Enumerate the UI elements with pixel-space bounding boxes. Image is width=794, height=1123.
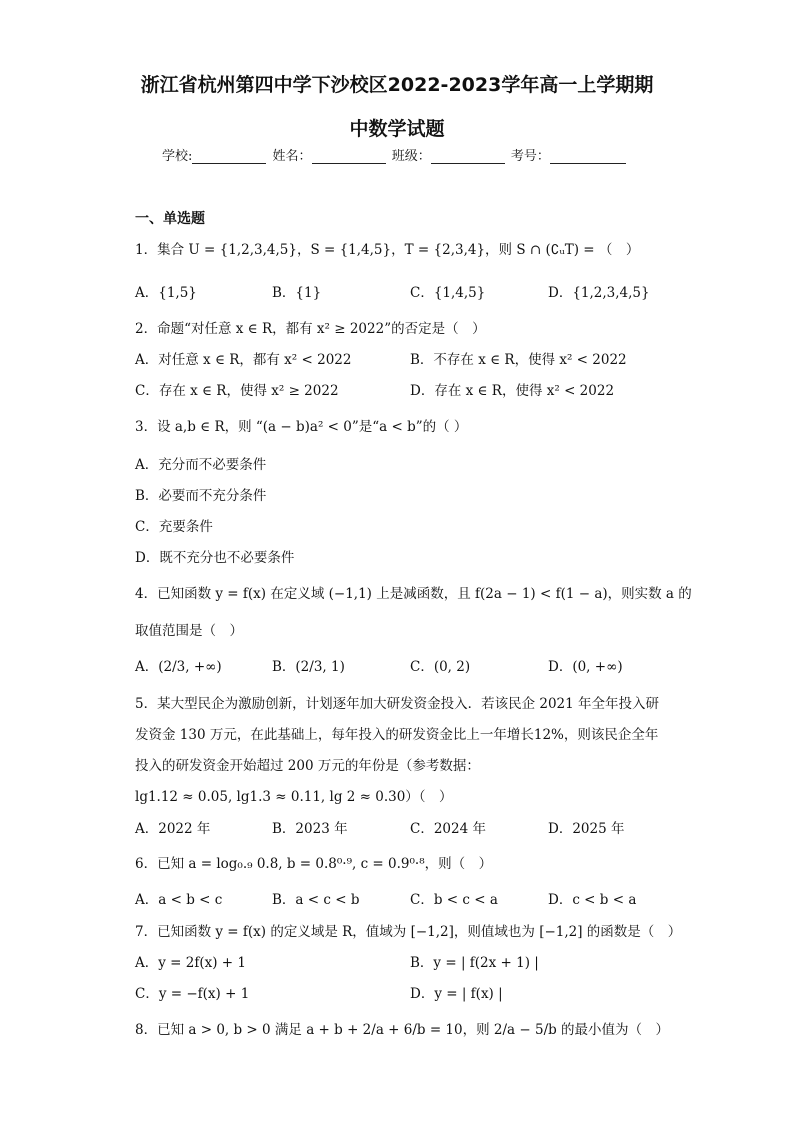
q3-option-a: A．充分而不必要条件 bbox=[135, 457, 267, 473]
q6-option-a: A．a < b < c bbox=[135, 892, 223, 908]
q3-option-b: B．必要而不充分条件 bbox=[135, 488, 267, 504]
q5-option-a: A．2022 年 bbox=[135, 821, 211, 837]
section-heading: 一、单选题 bbox=[135, 211, 205, 227]
q5-option-b: B．2023 年 bbox=[272, 821, 348, 837]
id-label: 考号： bbox=[510, 149, 550, 164]
q1-option-a: A．{1,5} bbox=[135, 285, 197, 301]
q8-stem: 8．已知 a > 0, b > 0 满足 a + b + 2/a + 6/b = 10，则 2/a − 5/b 的最小值为（ ） bbox=[135, 1022, 670, 1038]
q5-option-d: D．2025 年 bbox=[548, 821, 625, 837]
q6-option-c: C．b < c < a bbox=[410, 892, 498, 908]
q2-option-b: B．不存在 x ∈ R，使得 x² < 2022 bbox=[410, 352, 627, 368]
title-line-2: 中数学试题 bbox=[349, 118, 445, 140]
school-blank[interactable] bbox=[192, 150, 266, 164]
q4-stem-line-1: 4．已知函数 y = f(x) 在定义域 (−1,1) 上是减函数，且 f(2a − 1) < f(1 − a)，则实数 a 的 bbox=[135, 586, 692, 602]
q5-stem-line-2: 发资金 130 万元，在此基础上，每年投入的研发资金比上一年增长12%，则该民企全年 bbox=[135, 727, 659, 743]
q6-option-b: B．a < c < b bbox=[272, 892, 360, 908]
q5-stem-line-4: lg1.12 ≈ 0.05, lg1.3 ≈ 0.11, lg 2 ≈ 0.30）（ ） bbox=[135, 789, 453, 805]
q1-option-c: C．{1,4,5} bbox=[410, 285, 486, 301]
q4-option-a: A．(2/3, +∞) bbox=[135, 659, 222, 675]
q4-option-d: D．(0, +∞) bbox=[548, 659, 623, 675]
q2-stem: 2．命题“对任意 x ∈ R，都有 x² ≥ 2022”的否定是（ ） bbox=[135, 321, 486, 337]
q5-stem-line-3: 投入的研发资金开始超过 200 万元的年份是（参考数据： bbox=[135, 758, 480, 774]
q3-option-c: C．充要条件 bbox=[135, 519, 213, 535]
q2-option-c: C．存在 x ∈ R，使得 x² ≥ 2022 bbox=[135, 383, 339, 399]
q7-option-c: C．y = −f(x) + 1 bbox=[135, 986, 250, 1002]
class-blank[interactable] bbox=[431, 150, 505, 164]
q1-stem: 1．集合 U = {1,2,3,4,5}，S = {1,4,5}，T = {2,3,4}，则 S ∩ (∁ᵤT) = （ ） bbox=[135, 242, 640, 258]
name-label: 姓名： bbox=[272, 149, 312, 164]
q5-stem-line-1: 5．某大型民企为激励创新，计划逐年加大研发资金投入．若该民企 2021 年全年投入研 bbox=[135, 696, 660, 712]
q1-option-d: D．{1,2,3,4,5} bbox=[548, 285, 650, 301]
q7-option-a: A．y = 2f(x) + 1 bbox=[135, 955, 246, 971]
q7-option-b: B．y = | f(2x + 1) | bbox=[410, 955, 539, 971]
q7-option-d: D．y = | f(x) | bbox=[410, 986, 503, 1002]
q3-option-d: D．既不充分也不必要条件 bbox=[135, 550, 295, 566]
title-line-1: 浙江省杭州第四中学下沙校区2022-2023学年高一上学期期 bbox=[140, 74, 654, 96]
q4-stem-line-2: 取值范围是（ ） bbox=[135, 623, 243, 639]
q6-stem: 6．已知 a = log₀.₉ 0.8, b = 0.8⁰·⁹, c = 0.9⁰·⁸，则（ ） bbox=[135, 856, 493, 872]
q2-option-a: A．对任意 x ∈ R，都有 x² < 2022 bbox=[135, 352, 352, 368]
school-label: 学校: bbox=[162, 149, 193, 164]
q7-stem: 7．已知函数 y = f(x) 的定义域是 R，值域为 [−1,2]，则值域也为 [−1,2] 的函数是（ ） bbox=[135, 924, 682, 940]
q3-stem: 3．设 a,b ∈ R，则 “(a − b)a² < 0”是“a < b”的（ ） bbox=[135, 419, 468, 435]
q2-option-d: D．存在 x ∈ R，使得 x² < 2022 bbox=[410, 383, 615, 399]
name-blank[interactable] bbox=[312, 150, 386, 164]
q1-option-b: B．{1} bbox=[272, 285, 322, 301]
id-blank[interactable] bbox=[550, 150, 626, 164]
class-label: 班级： bbox=[391, 149, 431, 164]
q5-option-c: C．2024 年 bbox=[410, 821, 486, 837]
student-info-row bbox=[162, 145, 628, 164]
q4-option-b: B．(2/3, 1) bbox=[272, 659, 345, 675]
q6-option-d: D．c < b < a bbox=[548, 892, 637, 908]
q4-option-c: C．(0, 2) bbox=[410, 659, 471, 675]
